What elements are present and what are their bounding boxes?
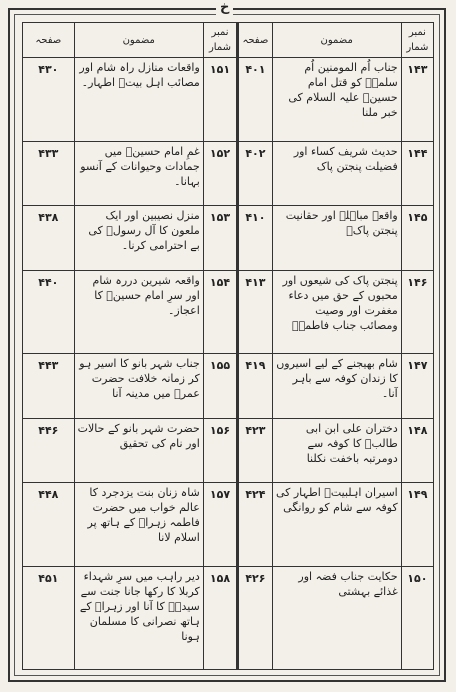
entry-topic: پنجتن پاک کی شیعوں اور محبوں کے حق میں دعاء مغفرت اور وصیت ومصائب جناب فاطمہؑ xyxy=(272,270,401,354)
entry-page: ۴۳۳ xyxy=(23,141,75,205)
entry-page: ۴۴۳ xyxy=(23,354,75,418)
entry-topic: جناب اُم المومنین اُم سلمہؓ کو قتل امام حسینؑ علیہ السلام کی خبر ملنا xyxy=(272,58,401,142)
header-topic-right: مضمون xyxy=(272,23,401,58)
entry-page: ۴۱۳ xyxy=(238,270,272,354)
header-mark: خ xyxy=(216,0,233,15)
entry-topic: واقعہ شیرین دررہ شام اور سرِ امام حسینؑ کا اعجاز۔ xyxy=(74,270,203,354)
entry-topic: حکایت جناب فضہ اور غذائے بہشتی xyxy=(272,566,401,669)
entry-number: ۱۵۸ xyxy=(203,566,237,669)
table-row xyxy=(23,354,434,418)
header-topic-left: مضمون xyxy=(74,23,203,58)
entry-page: ۴۴۸ xyxy=(23,483,75,567)
table-row xyxy=(23,566,434,669)
entry-page: ۴۰۱ xyxy=(238,58,272,142)
entry-number: ۱۵۰ xyxy=(401,566,433,669)
entry-number: ۱۴۴ xyxy=(401,141,433,205)
entry-topic: جناب شہر بانو کا اسیر ہو کر زمانہ خلافت حضرت عمرؓ میں مدینہ آنا xyxy=(74,354,203,418)
entry-topic: حدیث شریف کساء اور فضیلت پنجتن پاک xyxy=(272,141,401,205)
entry-topic: واقعہ مباہلہ اور حقانیت پنجتن پاکؑ xyxy=(272,206,401,270)
entry-page: ۴۴۰ xyxy=(23,270,75,354)
entry-number: ۱۵۷ xyxy=(203,483,237,567)
header-page-right: صفحہ xyxy=(238,23,272,58)
table-header-row xyxy=(23,23,434,58)
header-number-left: نمبر شمار xyxy=(203,23,237,58)
entry-page: ۴۲۶ xyxy=(238,566,272,669)
table-row xyxy=(23,270,434,354)
entry-number: ۱۴۹ xyxy=(401,483,433,567)
table-row xyxy=(23,418,434,482)
table-row xyxy=(23,58,434,142)
entry-number: ۱۵۵ xyxy=(203,354,237,418)
entry-topic: دختران علی ابن ابی طالبؑ کا کوفہ سے دومرتبہ باخفت نکلنا xyxy=(272,418,401,482)
table-row xyxy=(23,141,434,205)
entry-number: ۱۵۱ xyxy=(203,58,237,142)
table-row xyxy=(23,206,434,270)
entry-number: ۱۴۳ xyxy=(401,58,433,142)
entry-number: ۱۴۷ xyxy=(401,354,433,418)
entry-page: ۴۱۹ xyxy=(238,354,272,418)
header-number-right: نمبر شمار xyxy=(401,23,433,58)
entry-number: ۱۴۵ xyxy=(401,206,433,270)
entry-number: ۱۴۶ xyxy=(401,270,433,354)
entry-page: ۴۲۳ xyxy=(238,418,272,482)
table-row xyxy=(23,483,434,567)
entry-page: ۴۳۰ xyxy=(23,58,75,142)
entry-page: ۴۳۸ xyxy=(23,206,75,270)
entry-number: ۱۵۴ xyxy=(203,270,237,354)
entry-page: ۴۵۱ xyxy=(23,566,75,669)
entry-page: ۴۰۲ xyxy=(238,141,272,205)
entry-topic: اسیران اہلبیتؑ اطہار کی کوفہ سے شام کو روانگی xyxy=(272,483,401,567)
entry-page: ۴۱۰ xyxy=(238,206,272,270)
contents-table xyxy=(22,22,434,670)
entry-page: ۴۲۴ xyxy=(238,483,272,567)
entry-number: ۱۵۳ xyxy=(203,206,237,270)
entry-topic: شاہ زنان بنت یزدجرد کا عالم خواب میں حضرت فاطمہ زہراؑ کے ہاتھ پر اسلام لانا xyxy=(74,483,203,567)
entry-topic: دیر راہب میں سرِ شہداء کربلا کا رکھا جانا جنت سے سیدہؑ کا آنا اور زہراؑ کے ہاتھ نصرانی کا مسلمان ہونا xyxy=(74,566,203,669)
entry-page: ۴۴۶ xyxy=(23,418,75,482)
entry-topic: شام بھیجنے کے لیے اسیروں کا زندان کوفہ سے باہر آنا۔ xyxy=(272,354,401,418)
entry-topic: حضرت شہر بانو کے حالات اور نام کی تحقیق xyxy=(74,418,203,482)
entry-topic: منزل نصیبین اور ایک ملعون کا آل رسولؐ کی بے احترامی کرنا۔ xyxy=(74,206,203,270)
entry-number: ۱۵۶ xyxy=(203,418,237,482)
entry-topic: غمِ امام حسینؑ میں جمادات وحیوانات کے آنسو بہانا۔ xyxy=(74,141,203,205)
header-page-left: صفحہ xyxy=(23,23,75,58)
entry-number: ۱۵۲ xyxy=(203,141,237,205)
entry-number: ۱۴۸ xyxy=(401,418,433,482)
entry-topic: واقعات منازل راہ شام اور مصائب اہل بیتؑ اطہار۔ xyxy=(74,58,203,142)
